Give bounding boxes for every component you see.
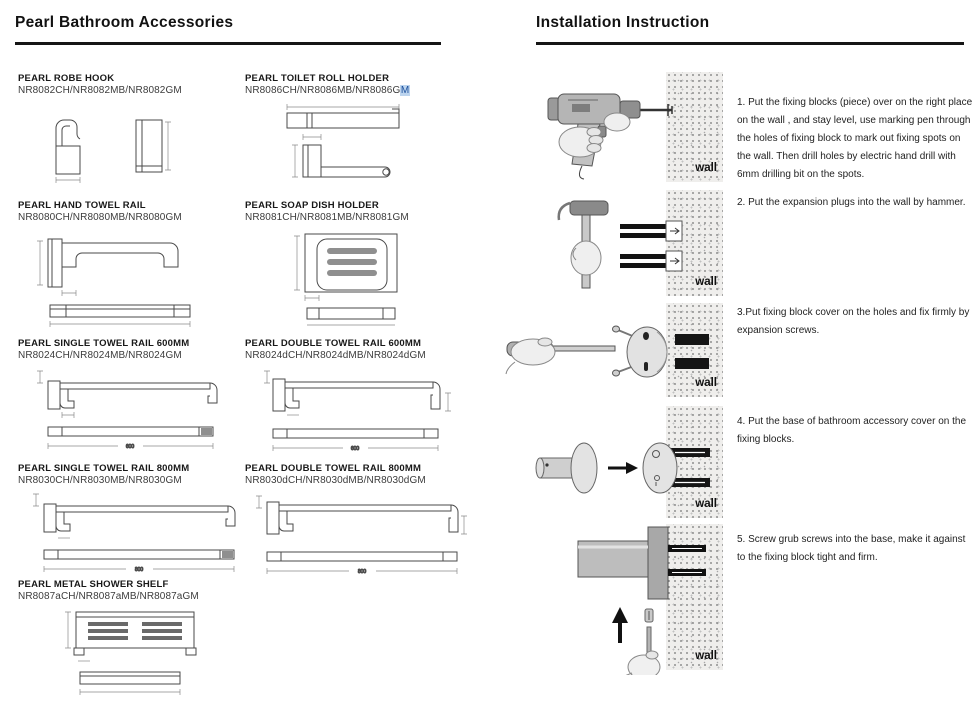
product-name: PEARL ROBE HOOK [18, 73, 115, 84]
robe-hook-diagram [18, 112, 233, 192]
dimension-label: 800 [134, 567, 144, 573]
product-name: PEARL DOUBLE TOWEL RAIL 600MM [245, 338, 422, 349]
step-2-text: 2. Put the expansion plugs into the wall by hammer. [737, 197, 966, 208]
hand-towel-rail-diagram [18, 229, 233, 329]
product-codes: NR8030dCH/NR8030dMB/NR8030dGM [245, 475, 426, 486]
screwdriver-illustration [505, 310, 720, 398]
wall-label: wall [695, 276, 717, 288]
product-double-towel-rail-800 [245, 463, 475, 582]
product-soap-dish-holder [245, 200, 470, 328]
toilet-roll-holder-diagram [245, 99, 460, 191]
grub-screw-illustration [560, 525, 722, 675]
product-metal-shower-shelf [18, 579, 238, 704]
base-mount-illustration [520, 420, 720, 516]
product-codes: NR8082CH/NR8082MB/NR8082GM [18, 85, 182, 96]
product-codes: NR8086CH/NR8086MB/NR8086GM [245, 85, 410, 96]
dimension-label: 600 [350, 446, 360, 452]
installation-title: Installation Instruction [536, 14, 710, 31]
double-towel-rail-600-diagram [245, 365, 460, 460]
product-codes: NR8030CH/NR8030MB/NR8030GM [18, 475, 182, 486]
step-5-text: 5. Screw grub screws into the base, make it against to the fixing block tight and firm. [737, 534, 966, 563]
product-double-towel-rail-600 [245, 338, 470, 460]
product-name: PEARL METAL SHOWER SHELF [18, 579, 169, 590]
wall-label: wall [695, 650, 717, 662]
dimension-label: 800 [357, 569, 367, 575]
product-name: PEARL HAND TOWEL RAIL [18, 200, 146, 211]
wall-label: wall [695, 162, 717, 174]
installation-title-underline [536, 42, 964, 45]
product-name: PEARL SOAP DISH HOLDER [245, 200, 379, 211]
product-toilet-roll-holder [245, 73, 470, 191]
product-name: PEARL SINGLE TOWEL RAIL 800MM [18, 463, 190, 474]
single-towel-rail-600-diagram [18, 365, 233, 460]
step-3-text: 3.Put fixing block cover on the holes and fix firmly by expansion screws. [737, 307, 970, 336]
wall-label: wall [695, 377, 717, 389]
product-robe-hook [18, 73, 238, 192]
drill-illustration [520, 80, 720, 180]
metal-shower-shelf-diagram [18, 606, 233, 704]
product-name: PEARL SINGLE TOWEL RAIL 600MM [18, 338, 190, 349]
product-single-towel-rail-800 [18, 463, 243, 582]
product-codes: NR8087aCH/NR8087aMB/NR8087aGM [18, 591, 199, 602]
product-codes: NR8081CH/NR8081MB/NR8081GM [245, 212, 409, 223]
soap-dish-holder-diagram [245, 228, 460, 328]
product-codes: NR8080CH/NR8080MB/NR8080GM [18, 212, 182, 223]
product-codes: NR8024CH/NR8024MB/NR8024GM [18, 350, 182, 361]
product-single-towel-rail-600 [18, 338, 238, 460]
hammer-illustration [520, 196, 720, 296]
wall-label: wall [695, 498, 717, 510]
single-towel-rail-800-diagram [18, 490, 243, 582]
step-1-text: 1. Put the fixing blocks (piece) over on the right place on the wall , and stay level, use marking pen through the holes of fixing block to mark out fixing spots on the wall. Then drill holes by electric hand drill with 6mm drilling bit on the spots. [737, 97, 973, 180]
accessories-title: Pearl Bathroom Accessories [15, 14, 234, 31]
dimension-label: 600 [125, 444, 135, 450]
double-towel-rail-800-diagram [245, 490, 470, 582]
product-hand-towel-rail [18, 200, 238, 329]
product-name: PEARL TOILET ROLL HOLDER [245, 73, 390, 84]
highlighted-character: M [400, 85, 410, 96]
step-4-text: 4. Put the base of bathroom accessory cover on the fixing blocks. [737, 416, 967, 445]
product-name: PEARL DOUBLE TOWEL RAIL 800MM [245, 463, 422, 474]
product-codes: NR8024dCH/NR8024dMB/NR8024dGM [245, 350, 426, 361]
accessories-title-underline [15, 42, 441, 45]
